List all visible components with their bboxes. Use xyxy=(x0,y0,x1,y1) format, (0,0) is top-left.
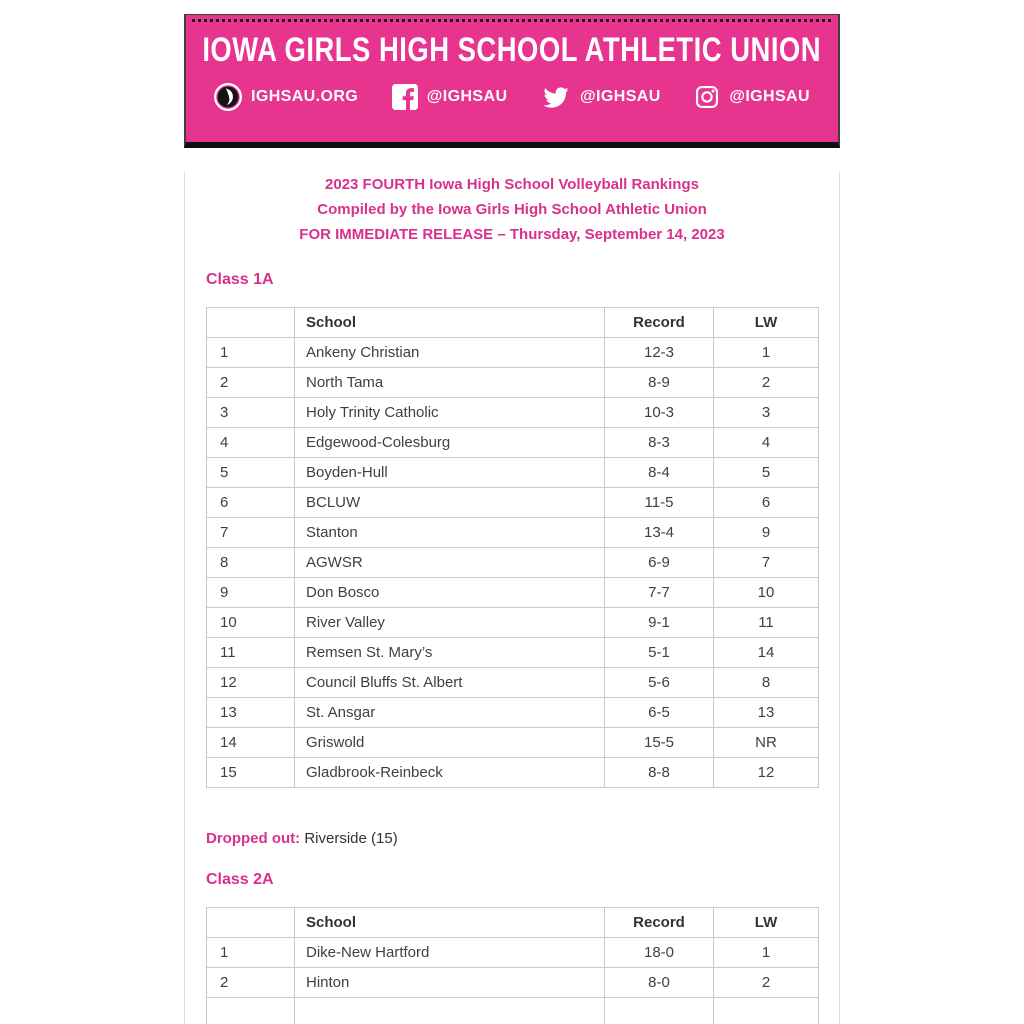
table-row xyxy=(207,758,819,788)
table-row xyxy=(207,458,819,488)
school-cell: Griswold xyxy=(295,728,605,758)
content-area xyxy=(184,172,840,1024)
lw-cell xyxy=(714,998,819,1024)
rank-cell: 1 xyxy=(207,938,295,968)
rank-cell: 1 xyxy=(207,338,295,368)
lw-cell: 5 xyxy=(714,458,819,488)
instagram-label: @IGHSAU xyxy=(729,88,810,105)
column-header-rank xyxy=(207,308,295,338)
rank-cell xyxy=(207,998,295,1024)
school-cell: Dike-New Hartford xyxy=(295,938,605,968)
school-cell: Ankeny Christian xyxy=(295,338,605,368)
column-header-rank xyxy=(207,908,295,938)
rank-cell: 4 xyxy=(207,428,295,458)
record-cell: 5-6 xyxy=(605,668,714,698)
table-row xyxy=(207,578,819,608)
lw-cell: 1 xyxy=(714,338,819,368)
social-item-website[interactable] xyxy=(214,83,358,111)
lw-cell: 1 xyxy=(714,938,819,968)
school-cell xyxy=(295,998,605,1024)
header-banner xyxy=(184,14,840,148)
rank-cell: 3 xyxy=(207,398,295,428)
table-row xyxy=(207,518,819,548)
email-column xyxy=(184,14,840,1024)
rank-cell: 13 xyxy=(207,698,295,728)
sections-container xyxy=(185,271,839,1024)
facebook-icon xyxy=(392,84,418,110)
table-body xyxy=(207,338,819,788)
social-item-instagram[interactable] xyxy=(694,84,810,110)
rank-cell: 2 xyxy=(207,968,295,998)
rankings-table-2 xyxy=(206,907,819,1024)
table-body xyxy=(207,938,819,1024)
column-header-LW: LW xyxy=(714,308,819,338)
ighsau-logo-icon xyxy=(214,83,242,111)
banner-title-text: IOWA GIRLS HIGH SCHOOL ATHLETIC UNION xyxy=(202,30,822,69)
lw-cell: 10 xyxy=(714,578,819,608)
lw-cell: 12 xyxy=(714,758,819,788)
school-cell: Boyden-Hull xyxy=(295,458,605,488)
lw-cell: 13 xyxy=(714,698,819,728)
table-header-row xyxy=(207,908,819,938)
table-row xyxy=(207,968,819,998)
lw-cell: 11 xyxy=(714,608,819,638)
record-cell: 8-3 xyxy=(605,428,714,458)
table-row xyxy=(207,488,819,518)
school-cell: North Tama xyxy=(295,368,605,398)
record-cell: 6-9 xyxy=(605,548,714,578)
lw-cell: 4 xyxy=(714,428,819,458)
lw-cell: NR xyxy=(714,728,819,758)
record-cell: 7-7 xyxy=(605,578,714,608)
record-cell: 8-9 xyxy=(605,368,714,398)
table-row xyxy=(207,548,819,578)
banner-title xyxy=(186,30,838,69)
record-cell: 18-0 xyxy=(605,938,714,968)
school-cell: Gladbrook-Reinbeck xyxy=(295,758,605,788)
rank-cell: 15 xyxy=(207,758,295,788)
rankings-table-1 xyxy=(206,307,819,788)
record-cell: 11-5 xyxy=(605,488,714,518)
twitter-icon xyxy=(541,85,571,110)
school-cell: BCLUW xyxy=(295,488,605,518)
lw-cell: 2 xyxy=(714,368,819,398)
record-cell: 6-5 xyxy=(605,698,714,728)
table-head xyxy=(207,908,819,938)
column-header-Record: Record xyxy=(605,908,714,938)
record-cell: 5-1 xyxy=(605,638,714,668)
lw-cell: 7 xyxy=(714,548,819,578)
intro-line-1: 2023 FOURTH Iowa High School Volleyball Rankings xyxy=(325,176,699,193)
intro-line-2: Compiled by the Iowa Girls High School Athletic Union xyxy=(317,201,707,218)
record-cell: 9-1 xyxy=(605,608,714,638)
table-row xyxy=(207,668,819,698)
table-row xyxy=(207,728,819,758)
column-header-LW: LW xyxy=(714,908,819,938)
rank-cell: 14 xyxy=(207,728,295,758)
school-cell: Holy Trinity Catholic xyxy=(295,398,605,428)
section-heading-2: Class 2A xyxy=(206,871,274,888)
table-row xyxy=(207,638,819,668)
school-cell: Remsen St. Mary’s xyxy=(295,638,605,668)
lw-cell: 14 xyxy=(714,638,819,668)
school-cell: Hinton xyxy=(295,968,605,998)
record-cell: 8-4 xyxy=(605,458,714,488)
table-header-row xyxy=(207,308,819,338)
school-cell: Don Bosco xyxy=(295,578,605,608)
website-label: IGHSAU.ORG xyxy=(251,88,359,105)
lw-cell: 3 xyxy=(714,398,819,428)
table-row xyxy=(207,938,819,968)
table-head xyxy=(207,308,819,338)
school-cell: Edgewood-Colesburg xyxy=(295,428,605,458)
lw-cell: 9 xyxy=(714,518,819,548)
school-cell: River Valley xyxy=(295,608,605,638)
school-cell: Stanton xyxy=(295,518,605,548)
dropped-out-label: Dropped out: xyxy=(206,830,301,847)
column-header-School: School xyxy=(295,308,605,338)
record-cell: 12-3 xyxy=(605,338,714,368)
rank-cell: 5 xyxy=(207,458,295,488)
intro-line-3: FOR IMMEDIATE RELEASE – Thursday, September 14, 2023 xyxy=(299,226,725,243)
school-cell: AGWSR xyxy=(295,548,605,578)
school-cell: St. Ansgar xyxy=(295,698,605,728)
rank-cell: 7 xyxy=(207,518,295,548)
rank-cell: 6 xyxy=(207,488,295,518)
table-row xyxy=(207,398,819,428)
social-row xyxy=(186,83,838,111)
school-cell: Council Bluffs St. Albert xyxy=(295,668,605,698)
lw-cell: 2 xyxy=(714,968,819,998)
social-item-twitter[interactable] xyxy=(541,85,661,110)
instagram-icon xyxy=(694,84,720,110)
dotted-border xyxy=(192,19,832,22)
social-item-facebook[interactable] xyxy=(392,84,508,110)
table-row xyxy=(207,608,819,638)
rank-cell: 10 xyxy=(207,608,295,638)
dropped-out-line xyxy=(206,830,839,847)
rank-cell: 12 xyxy=(207,668,295,698)
rank-cell: 9 xyxy=(207,578,295,608)
table-row xyxy=(207,698,819,728)
release-intro xyxy=(185,172,839,247)
lw-cell: 6 xyxy=(714,488,819,518)
rank-cell: 2 xyxy=(207,368,295,398)
facebook-label: @IGHSAU xyxy=(426,88,508,105)
rank-cell: 8 xyxy=(207,548,295,578)
record-cell: 15-5 xyxy=(605,728,714,758)
record-cell: 8-0 xyxy=(605,968,714,998)
table-row xyxy=(207,998,819,1024)
twitter-label: @IGHSAU xyxy=(580,88,661,105)
rank-cell: 11 xyxy=(207,638,295,668)
column-header-Record: Record xyxy=(605,308,714,338)
section-heading-1: Class 1A xyxy=(206,271,274,288)
column-header-School: School xyxy=(295,908,605,938)
record-cell: 10-3 xyxy=(605,398,714,428)
record-cell: 13-4 xyxy=(605,518,714,548)
table-row xyxy=(207,428,819,458)
record-cell xyxy=(605,998,714,1024)
dropped-out-value: Riverside (15) xyxy=(300,830,398,847)
lw-cell: 8 xyxy=(714,668,819,698)
table-row xyxy=(207,368,819,398)
record-cell: 8-8 xyxy=(605,758,714,788)
table-row xyxy=(207,338,819,368)
